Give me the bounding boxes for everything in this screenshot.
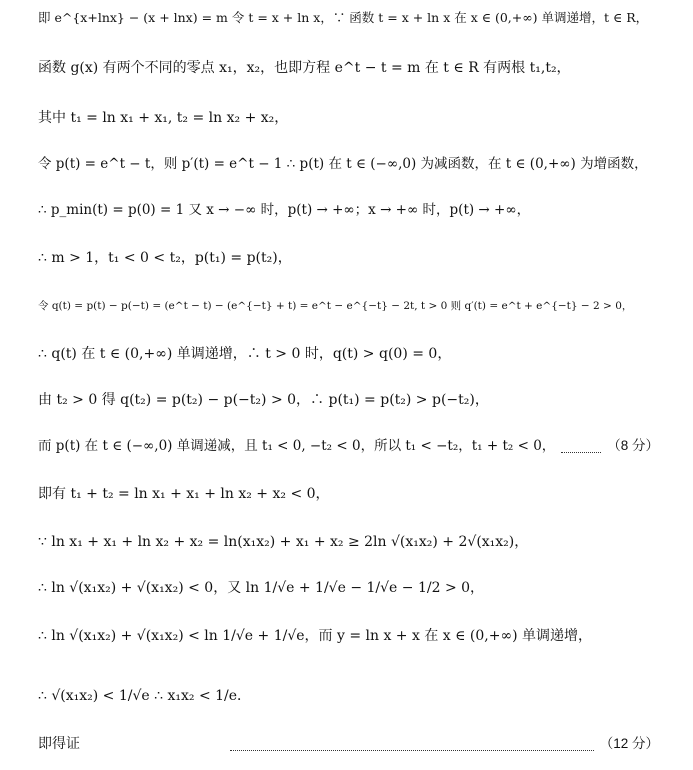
solution-line-4: 令 p(t) = e^t − t，则 p′(t) = e^t − 1 ∴ p(t) 在 t ∈ (−∞,0) 为减函数，在 t ∈ (0,+∞) 为增函数，	[38, 156, 648, 172]
solution-line-7: 令 q(t) = p(t) − p(−t) = (e^t − t) − (e^{−t} + t) = e^t − e^{−t} − 2t, t > 0 则 q′(t) = e^t + e^{−t} − 2 > 0，	[38, 300, 633, 312]
conclusion-text: 即得证	[38, 736, 80, 752]
solution-line-6: ∴ m > 1，t₁ < 0 < t₂，p(t₁) = p(t₂)，	[38, 250, 292, 266]
solution-line-14: ∴ ln √(x₁x₂) + √(x₁x₂) < ln 1/√e + 1/√e，而 y = ln x + x 在 x ∈ (0,+∞) 单调递增，	[38, 628, 593, 644]
solution-line-10-text: 而 p(t) 在 t ∈ (−∞,0) 单调递减，且 t₁ < 0, −t₂ < 0，所以 t₁ < −t₂，t₁ + t₂ < 0，	[38, 438, 556, 454]
score-8: （8 分）	[607, 438, 659, 453]
solution-line-10	[38, 436, 659, 456]
dot-leader	[561, 440, 601, 453]
solution-line-5: ∴ p_min(t) = p(0) = 1 又 x → −∞ 时，p(t) → +∞；x → +∞ 时，p(t) → +∞，	[38, 202, 531, 218]
score-12: （12 分）	[599, 736, 659, 751]
solution-line-3: 其中 t₁ = ln x₁ + x₁, t₂ = ln x₂ + x₂，	[38, 110, 289, 126]
solution-line-1: 即 e^{x+lnx} − (x + lnx) = m 令 t = x + ln x，∵ 函数 t = x + ln x 在 x ∈ (0,+∞) 单调递增，t ∈ R，	[38, 10, 649, 25]
conclusion-row	[38, 734, 659, 754]
solution-line-15: ∴ √(x₁x₂) < 1/√e ∴ x₁x₂ < 1/e．	[38, 688, 252, 704]
solution-line-12: ∵ ln x₁ + x₁ + ln x₂ + x₂ = ln(x₁x₂) + x₁ + x₂ ≥ 2ln √(x₁x₂) + 2√(x₁x₂)，	[38, 534, 529, 550]
solution-line-13: ∴ ln √(x₁x₂) + √(x₁x₂) < 0，又 ln 1/√e + 1/√e − 1/√e − 1/2 > 0，	[38, 580, 485, 596]
solution-line-2: 函数 g(x) 有两个不同的零点 x₁，x₂，也即方程 e^t − t = m 在 t ∈ R 有两根 t₁,t₂，	[38, 60, 571, 76]
solution-line-11: 即有 t₁ + t₂ = ln x₁ + x₁ + ln x₂ + x₂ < 0，	[38, 486, 330, 502]
solution-line-8: ∴ q(t) 在 t ∈ (0,+∞) 单调递增，∴ t > 0 时，q(t) > q(0) = 0，	[38, 346, 452, 362]
solution-line-9: 由 t₂ > 0 得 q(t₂) = p(t₂) − p(−t₂) > 0，∴ p(t₁) = p(t₂) > p(−t₂)，	[38, 392, 489, 408]
dot-leader	[230, 738, 594, 751]
